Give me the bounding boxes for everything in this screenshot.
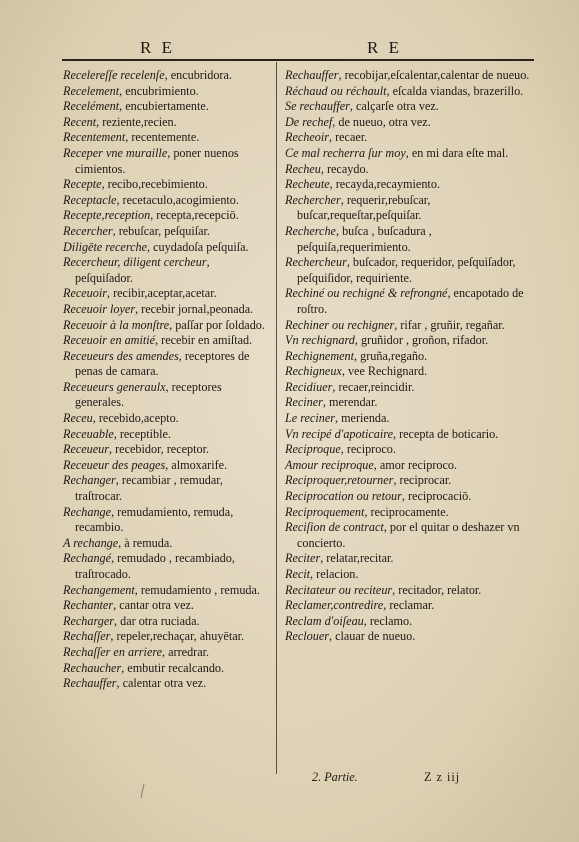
headword: Receu: [63, 411, 93, 426]
headword: Receper vne muraille: [63, 145, 168, 160]
definition: recepta de boticario.: [399, 426, 499, 441]
dictionary-entry: Reclouer, clauar de nueuo.: [285, 629, 416, 644]
headword: Receuoir en amitié: [63, 333, 156, 348]
headword: Rechercher: [285, 192, 341, 207]
definition: receptores de penas de camara.: [75, 348, 250, 379]
definition: à remuda.: [124, 535, 173, 550]
dictionary-entry: Rechaſſer, repeler,rechaçar, ahuyētar.: [63, 629, 245, 644]
footer-signature: Z z iij: [424, 770, 461, 784]
column-divider: [276, 62, 277, 774]
definition: receptible.: [119, 426, 171, 441]
definition: poner nuenos cimientos.: [75, 145, 239, 176]
dictionary-entry: Reciner, merendar.: [285, 395, 378, 410]
definition: recetaculo,acogimiento.: [122, 192, 239, 207]
definition: relacion.: [316, 567, 359, 581]
definition: encapotado de roſtro.: [297, 286, 524, 316]
headword: Ce mal recherra ſur moy: [285, 145, 406, 160]
headword: Recherche: [285, 223, 336, 238]
headword: Rechauffer: [285, 68, 339, 82]
dictionary-entry: Vn recipé d'apoticaire, recepta de boticario.: [285, 426, 499, 441]
dictionary-entry: Receueurs des amendes, receptores de penas de camara.: [63, 348, 250, 379]
dictionary-entry: Réchaud ou réchault, eſcalda viandas, brazerillo.: [285, 83, 524, 98]
definition: amor reciproco.: [379, 457, 458, 472]
dictionary-entry: Rechignement, gruña,regaño.: [285, 348, 428, 363]
definition: recebido,acepto.: [98, 411, 179, 426]
dictionary-entry: Recitateur ou reciteur, recitador, relator.: [285, 582, 482, 597]
definition: eſcalda viandas, brazerillo.: [392, 83, 524, 98]
headword: Rechiner ou rechigner: [285, 317, 395, 332]
dictionary-entry: Receueur, recebidor, receptor.: [63, 442, 210, 457]
headword: Recheoir: [285, 130, 329, 145]
header-left: R E: [140, 38, 175, 57]
dictionary-entry: Recelement, encubrimiento.: [63, 83, 199, 98]
dictionary-entry: Recepte,reception, recepta,recepciō.: [63, 208, 239, 223]
headword: Recitateur ou reciteur: [285, 582, 393, 597]
definition: reciprocaciō.: [407, 489, 472, 504]
dictionary-entry: Reciproquer,retourner, reciprocar.: [285, 473, 452, 488]
headword: Se rechauffer: [285, 99, 350, 114]
definition: clauar de nueuo.: [335, 629, 416, 644]
headword: Reclouer: [285, 629, 329, 644]
header-rule: [62, 59, 534, 61]
headword: Recent: [63, 114, 97, 129]
dictionary-entry: Ce mal recherra ſur moy, en mi dara eſte mal.: [285, 145, 509, 160]
dictionary-entry: Rechangé, remudado , recambiado, traſtrocado.: [63, 551, 235, 581]
headword: Diligēte recerche: [63, 239, 148, 254]
definition: recitador, relator.: [398, 582, 482, 597]
definition: cantar otra vez.: [119, 598, 194, 613]
headword: Rechiné ou rechigné & refrongné: [285, 286, 448, 301]
definition: recebidor, receptor.: [115, 442, 210, 457]
headword: Receueur des peages: [63, 457, 166, 472]
headword: Recidiuer: [285, 379, 333, 394]
dictionary-entry: Receueurs generaulx, receptores generales.: [63, 379, 222, 410]
headword: Recercheur, diligent cercheur: [63, 255, 207, 270]
headword: Rechaſſer: [63, 629, 111, 644]
dictionary-entry: Rechigneux, vee Rechignard.: [285, 364, 428, 379]
definition: buſcador, requeridor, peſquiſador, peſquiſidor, requiriente.: [297, 255, 516, 285]
dictionary-entry: Se rechauffer, calçarſe otra vez.: [285, 99, 439, 114]
headword: Recepte,reception: [63, 208, 151, 223]
definition: reciprocar.: [399, 473, 452, 488]
dictionary-entry: Recherche, buſca , buſcadura , peſquiſa,requerimiento.: [285, 223, 432, 254]
definition: peſquiſador.: [75, 270, 133, 285]
footer-part: 2. Partie.: [312, 770, 358, 784]
dictionary-entry: Recit, relacion.: [285, 567, 359, 581]
headword: Receuoir: [63, 286, 107, 301]
dictionary-entry: Rechercher, requerir,rebuſcar, buſcar,requeſtar,peſquiſar.: [285, 192, 431, 223]
definition: reziente,recien.: [102, 114, 177, 129]
headword: Reciter: [285, 551, 321, 566]
dictionary-entry: Receuable, receptible.: [63, 426, 171, 441]
headword: Rechangement: [63, 582, 135, 597]
dictionary-entry: De rechef, de nueuo, otra vez.: [285, 114, 431, 129]
definition: recebir en amiſtad.: [161, 333, 253, 348]
dictionary-entry: Recharger, dar otra ruciada.: [63, 613, 200, 628]
definition: recaer.: [335, 130, 368, 145]
left-column: [63, 68, 267, 692]
header-right: R E: [367, 38, 402, 57]
dictionary-entry: Recheu, recaydo.: [285, 161, 369, 176]
headword: Rechercheur: [285, 255, 347, 270]
dictionary-entry: Recercheur, diligent cercheur, peſquiſador.: [63, 255, 210, 285]
headword: Recercher: [63, 223, 113, 238]
right-column: [285, 68, 532, 645]
dictionary-entry: Receuoir en amitié, recebir en amiſtad.: [63, 333, 253, 348]
headword: Rechigneux: [285, 364, 342, 379]
dictionary-entry: Rechercheur, buſcador, requeridor, peſquiſador, peſquiſidor, requiriente.: [285, 255, 516, 285]
dictionary-entry: Recelément, encubiertamente.: [63, 99, 209, 114]
headword: Réchaud ou réchault: [285, 83, 387, 98]
definition: dar otra ruciada.: [120, 613, 200, 628]
headword: Reclam d'oiſeau: [285, 613, 364, 628]
dictionary-entry: Rechiné ou rechigné & refrongné, encapotado de roſtro.: [285, 286, 524, 316]
definition: vee Rechignard.: [347, 364, 428, 379]
headword: Receueur: [63, 442, 110, 457]
headword: Recepte: [63, 177, 102, 192]
definition: recepta,recepciō.: [156, 208, 239, 223]
headword: Recit: [285, 567, 311, 581]
dictionary-entry: Diligēte recerche, cuydadoſa peſquiſa.: [63, 239, 249, 254]
dictionary-entry: Le reciner, merienda.: [285, 411, 390, 426]
definition: encubridora.: [170, 68, 232, 82]
headword: Rechanger: [63, 473, 116, 488]
dictionary-entry: Reciproque, reciproco.: [285, 442, 396, 457]
headword: Rechaſſer en arriere: [63, 644, 163, 659]
dictionary-entry: Reclamer,contredire, reclamar.: [285, 598, 435, 613]
headword: Vn recipé d'apoticaire: [285, 426, 393, 441]
headword: Recharger: [63, 613, 114, 628]
headword: Amour reciproque: [285, 457, 374, 472]
headword: Recheu: [285, 161, 321, 176]
headword: Reciſion de contract: [285, 520, 384, 535]
definition: relatar,recitar.: [326, 551, 394, 566]
dictionary-entry: Reciſion de contract, por el quitar o deshazer vn concierto.: [285, 520, 520, 550]
dictionary-entry: Rechanger, recambiar , remudar, traſtrocar.: [63, 473, 223, 504]
definition: reciprocamente.: [370, 504, 449, 519]
dictionary-entry: Rechaſſer en arriere, arredrar.: [63, 644, 210, 659]
dictionary-entry: Rechange, remudamiento, remuda, recambio.: [63, 504, 234, 535]
definition: recaydo.: [326, 161, 369, 176]
definition: recibir,aceptar,acetar.: [113, 286, 217, 301]
definition: reclamo.: [369, 613, 413, 628]
definition: embutir recalcando.: [127, 660, 225, 675]
definition: recebir jornal,peonada.: [141, 301, 254, 316]
definition: recayda,recaymiento.: [335, 177, 440, 192]
dictionary-entry: Rechaucher, embutir recalcando.: [63, 660, 225, 675]
running-header: [62, 38, 532, 58]
headword: Recheute: [285, 177, 330, 192]
dictionary-entry: Receueur des peages, almoxarife.: [63, 457, 228, 472]
dictionary-entry: Receper vne muraille, poner nuenos cimientos.: [63, 145, 239, 176]
definition: por el quitar o deshazer vn concierto.: [297, 520, 520, 550]
dictionary-entry: Vn rechignard, gruñidor , groñon, rifador.: [285, 333, 489, 348]
definition: remudamiento , remuda.: [140, 582, 260, 597]
dictionary-entry: Recercher, rebuſcar, peſquiſar.: [63, 223, 210, 238]
headword: Recentement: [63, 130, 126, 145]
headword: Le reciner: [285, 411, 335, 426]
headword: Rechangé: [63, 551, 112, 566]
dictionary-entry: Receuoir loyer, recebir jornal,peonada.: [63, 301, 254, 316]
headword: Receuoir à la monſtre: [63, 317, 170, 332]
headword: Receueurs generaulx: [63, 379, 166, 394]
definition: de nueuo, otra vez.: [338, 114, 431, 129]
definition: gruñidor , groñon, rifador.: [360, 333, 489, 348]
dictionary-entry: Rechauffer, calentar otra vez.: [63, 676, 207, 691]
definition: paſſar por ſoldado.: [175, 317, 265, 332]
definition: recentemente.: [131, 130, 200, 145]
dictionary-entry: Recelereſſe recelenſe, encubridora.: [63, 68, 232, 82]
headword: Rechauffer: [63, 676, 117, 691]
definition: recobijar,eſcalentar,calentar de nueuo.: [344, 68, 530, 82]
definition: rifar , gruñir, regañar.: [400, 317, 505, 332]
definition: requerir,rebuſcar, buſcar,requeſtar,peſquiſar.: [297, 192, 431, 223]
headword: Rechignement: [285, 348, 355, 363]
dictionary-entry: Receu, recebido,acepto.: [63, 411, 179, 426]
definition: receptores generales.: [75, 379, 222, 410]
headword: Receptacle: [63, 192, 117, 207]
definition: recambiar , remudar, traſtrocar.: [75, 473, 223, 504]
dictionary-entry: Receuoir, recibir,aceptar,acetar.: [63, 286, 217, 301]
dictionary-entry: Recentement, recentemente.: [63, 130, 200, 145]
headword: Receueurs des amendes: [63, 348, 179, 363]
headword: Rechanter: [63, 598, 114, 613]
headword: Receuable: [63, 426, 114, 441]
headword: Rechange: [63, 504, 112, 519]
dictionary-entry: Receuoir à la monſtre, paſſar por ſoldado.: [63, 317, 265, 332]
dictionary-entry: Recheute, recayda,recaymiento.: [285, 177, 440, 192]
dictionary-entry: Reciter, relatar,recitar.: [285, 551, 394, 566]
definition: recibo,recebimiento.: [107, 177, 208, 192]
definition: encubrimiento.: [125, 83, 199, 98]
definition: merendar.: [329, 395, 378, 410]
definition: gruña,regaño.: [360, 348, 428, 363]
ink-mark: [141, 784, 155, 798]
headword: Rechaucher: [63, 660, 122, 675]
definition: rebuſcar, peſquiſar.: [118, 223, 210, 238]
dictionary-entry: Reciproquement, reciprocamente.: [285, 504, 449, 519]
headword: Recelereſſe recelenſe: [63, 68, 165, 82]
headword: Reclamer,contredire: [285, 598, 384, 613]
definition: recaer,reincidir.: [338, 379, 415, 394]
definition: almoxarife.: [171, 457, 228, 472]
headword: Recelément: [63, 99, 120, 114]
dictionary-entry: Receptacle, recetaculo,acogimiento.: [63, 192, 239, 207]
definition: repeler,rechaçar, ahuyētar.: [116, 629, 245, 644]
headword: Recelement: [63, 83, 120, 98]
headword: Reciprocation ou retour: [285, 489, 402, 504]
definition: en mi dara eſte mal.: [411, 145, 509, 160]
headword: Vn rechignard: [285, 333, 355, 348]
dictionary-entry: Rechanter, cantar otra vez.: [63, 598, 194, 613]
definition: remudado , recambiado, traſtrocado.: [75, 551, 235, 581]
definition: calentar otra vez.: [122, 676, 207, 691]
headword: Reciner: [285, 395, 323, 410]
headword: Reciproquement: [285, 504, 365, 519]
definition: reciproco.: [346, 442, 396, 457]
dictionary-entry: Amour reciproque, amor reciproco.: [285, 457, 458, 472]
definition: encubiertamente.: [125, 99, 209, 114]
definition: buſca , buſcadura , peſquiſa,requerimiento.: [297, 223, 432, 254]
dictionary-entry: Recidiuer, recaer,reincidir.: [285, 379, 415, 394]
definition: merienda.: [341, 411, 390, 426]
headword: Reciproque: [285, 442, 341, 457]
headword: Reciproquer,retourner: [285, 473, 394, 488]
dictionary-entry: Rechauffer, recobijar,eſcalentar,calentar de nueuo.: [285, 68, 530, 82]
dictionary-entry: A rechange, à remuda.: [63, 535, 173, 550]
dictionary-entry: Rechiner ou rechigner, rifar , gruñir, regañar.: [285, 317, 505, 332]
definition: calçarſe otra vez.: [355, 99, 439, 114]
dictionary-entry: Reclam d'oiſeau, reclamo.: [285, 613, 413, 628]
definition: reclamar.: [389, 598, 435, 613]
dictionary-entry: Recent, reziente,recien.: [63, 114, 177, 129]
dictionary-entry: Recheoir, recaer.: [285, 130, 368, 145]
headword: De rechef: [285, 114, 333, 129]
dictionary-entry: Rechangement, remudamiento , remuda.: [63, 582, 260, 597]
definition: remudamiento, remuda, recambio.: [75, 504, 234, 535]
definition: arredrar.: [168, 644, 210, 659]
dictionary-entry: Reciprocation ou retour, reciprocaciō.: [285, 489, 472, 504]
definition: cuydadoſa peſquiſa.: [153, 239, 249, 254]
dictionary-entry: Recepte, recibo,recebimiento.: [63, 177, 208, 192]
headword: Receuoir loyer: [63, 301, 136, 316]
headword: A rechange: [63, 535, 119, 550]
